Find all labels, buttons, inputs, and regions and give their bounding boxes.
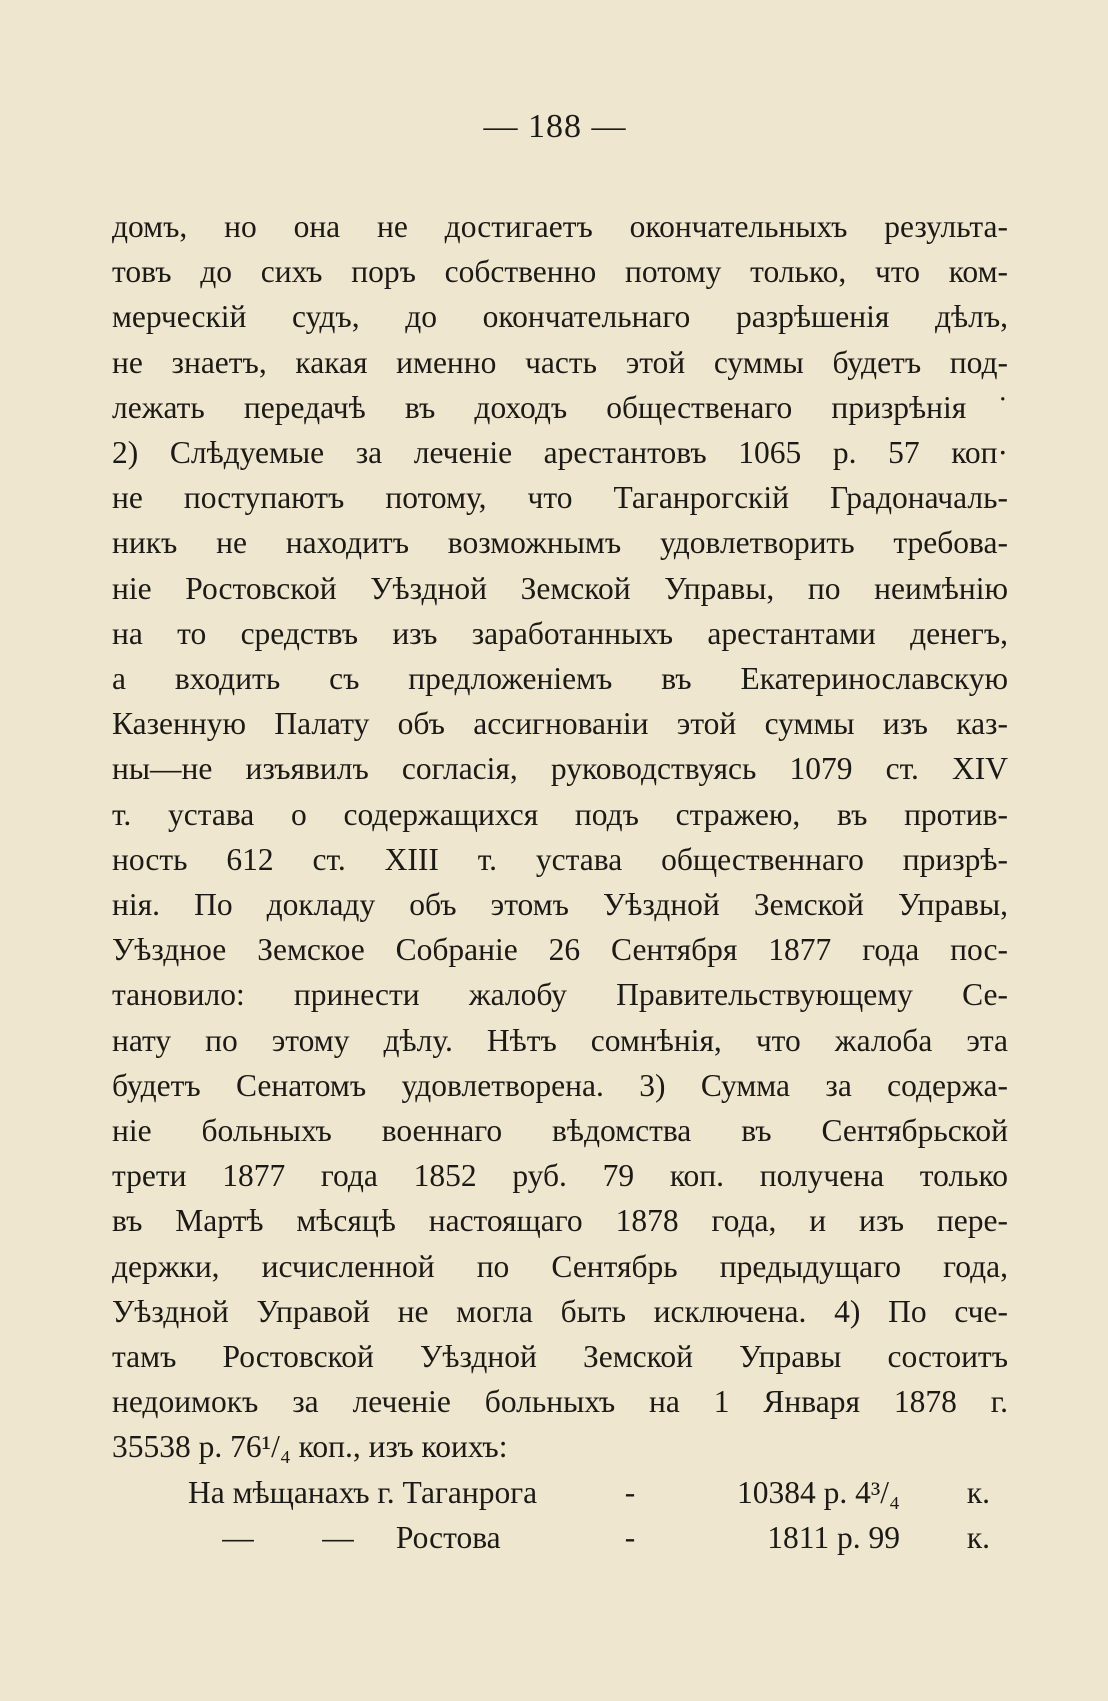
body-line: не знаетъ, какая именно часть этой суммы будетъ под-: [112, 344, 1008, 380]
ledger-amount: 1811 р. 99: [767, 1519, 900, 1555]
body-line: ность 612 ст. XIII т. устава общественнаго призрѣ-: [112, 841, 1008, 877]
body-line: т. устава о содержащихся подъ стражею, въ против-: [112, 796, 1008, 832]
body-line: 35538 р. 76¹/₄ коп., изъ коихъ:: [112, 1429, 508, 1465]
body-line: ніе больныхъ военнаго вѣдомства въ Сентябрьской: [112, 1113, 1008, 1149]
ledger-label: Ростова: [395, 1519, 501, 1555]
body-line: никъ не находитъ возможнымъ удовлетворить требова-: [112, 525, 1008, 561]
body-line: держки, исчисленной по Сентябрь предыдущаго года,: [112, 1248, 1008, 1284]
body-line: а входить съ предложеніемъ въ Екатеринославскую: [112, 661, 1008, 697]
body-line: ніе Ростовской Уѣздной Земской Управы, по неимѣнію: [112, 570, 1008, 606]
ledger-row: [112, 1470, 1008, 1515]
ledger-unit: к.: [966, 1519, 990, 1555]
body-line: Уѣздной Управой не могла быть исключена. 4) По сче-: [112, 1293, 1008, 1329]
body-line: трети 1877 года 1852 руб. 79 коп. получена только: [112, 1158, 1008, 1194]
body-line: Казенную Палату объ ассигнованіи этой суммы изъ каз-: [112, 706, 1008, 742]
body-line: недоимокъ за леченіе больныхъ на 1 Января 1878 г.: [112, 1384, 1008, 1420]
arrears-ledger: [112, 1470, 1008, 1560]
ledger-unit: к.: [966, 1474, 990, 1510]
ledger-label-ditto: [112, 1515, 580, 1560]
body-line: на то средствъ изъ заработанныхъ арестантами денегъ,: [112, 615, 1008, 651]
body-line: домъ, но она не достигаетъ окончательныхъ результа-: [112, 209, 1008, 244]
ditto-mark: —: [322, 1519, 354, 1555]
body-line: ны—не изъявилъ согласія, руководствуясь 1079 ст. XIV: [112, 751, 1008, 787]
ledger-amount: 10384 р. 4³/₄: [736, 1474, 900, 1510]
body-line: 2) Слѣдуемые за леченіе арестантовъ 1065 р. 57 коп·: [112, 435, 1008, 471]
body-line: лежать передачѣ въ доходъ общественаго призрѣнія˙: [112, 389, 1008, 425]
body-line: нія. По докладу объ этомъ Уѣздной Земской Управы,: [112, 887, 1008, 923]
body-line: не поступаютъ потому, что Таганрогскій Градоначаль-: [112, 480, 1008, 516]
body-line: тановило: принести жалобу Правительствующему Се-: [112, 977, 1008, 1013]
body-line: тамъ Ростовской Уѣздной Земской Управы состоитъ: [112, 1339, 1008, 1375]
body-line: нату по этому дѣлу. Нѣтъ сомнѣнія, что жалоба эта: [112, 1022, 1008, 1058]
body-line: товъ до сихъ поръ собственно потому только, что ком-: [112, 254, 1008, 290]
page-number: — 188 —: [483, 108, 627, 145]
ledger-dash: -: [624, 1474, 636, 1510]
ledger-dash: -: [624, 1519, 636, 1555]
body-text: [112, 204, 1008, 1470]
ledger-row: [112, 1515, 1008, 1560]
ditto-mark: —: [222, 1519, 254, 1555]
body-line: мерческій судъ, до окончательнаго разрѣшенія дѣлъ,: [112, 299, 1008, 335]
body-line: будетъ Сенатомъ удовлетворена. 3) Сумма за содержа-: [112, 1067, 1008, 1103]
ledger-label: На мѣщанахъ г. Таганрога: [188, 1474, 538, 1510]
body-line: въ Мартѣ мѣсяцѣ настоящаго 1878 года, и изъ пере-: [112, 1203, 1008, 1239]
body-line: Уѣздное Земское Собраніе 26 Сентября 1877 года пос-: [112, 932, 1008, 968]
